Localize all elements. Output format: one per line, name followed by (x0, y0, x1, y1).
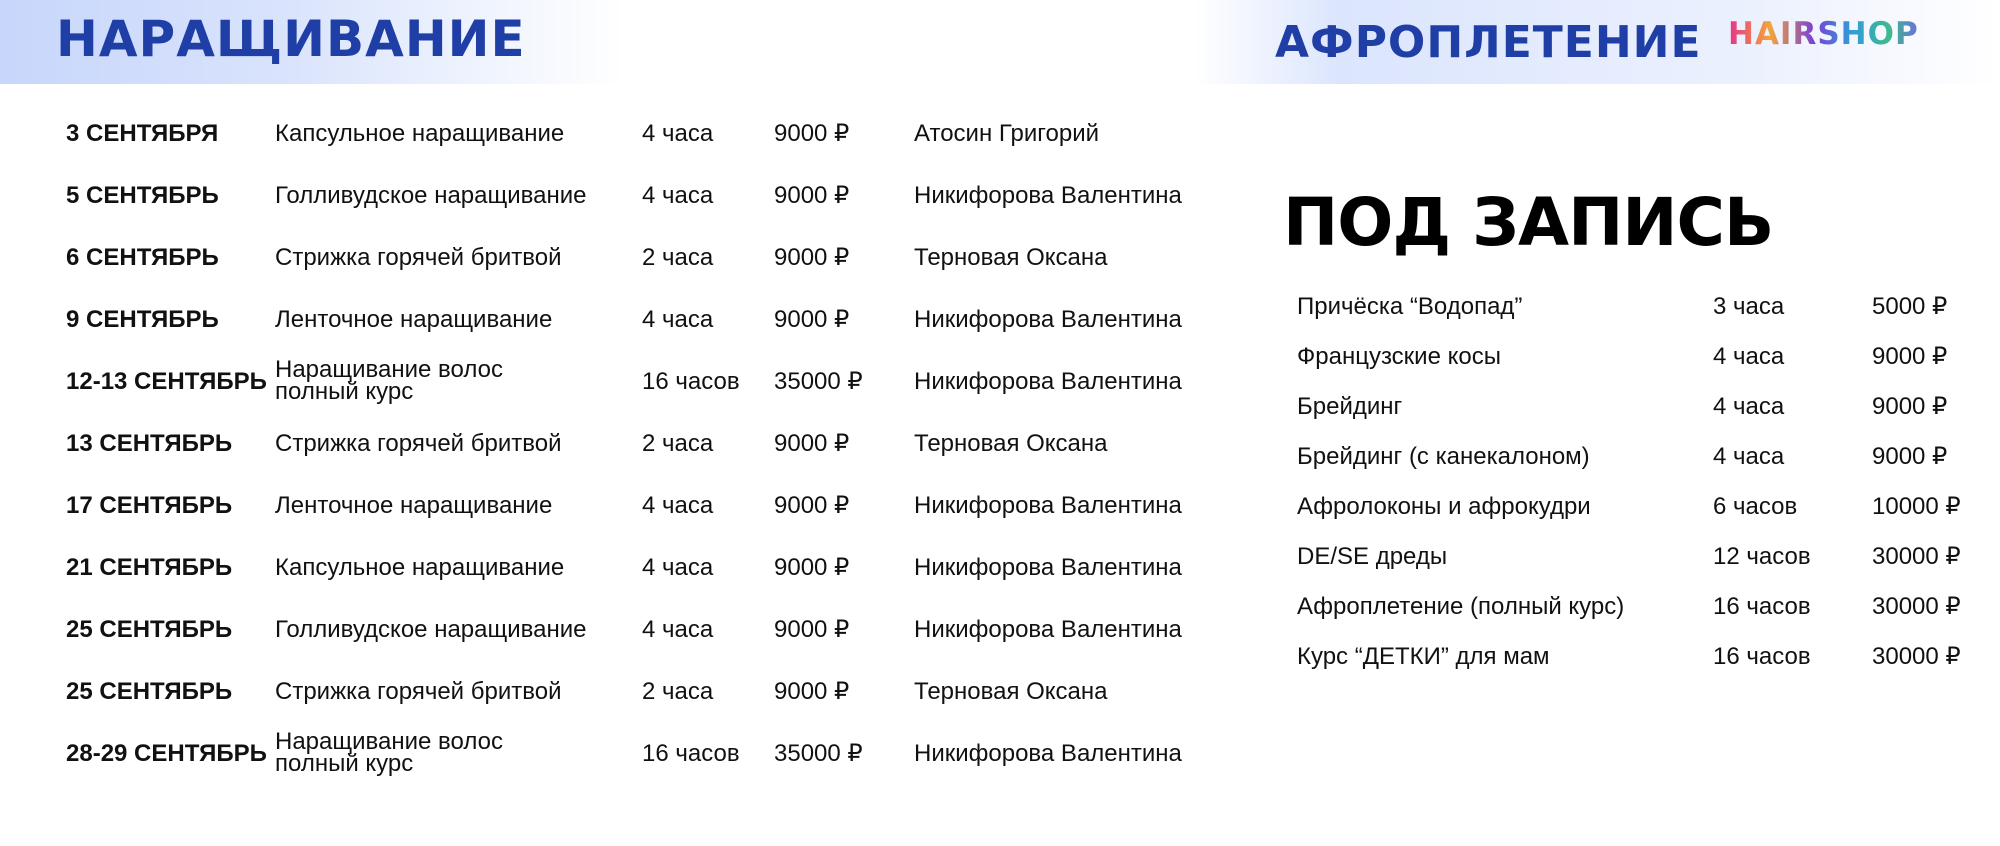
on-request-duration-cell: 4 часа (1713, 393, 1785, 420)
schedule-price-cell: 9000 ₽ (774, 182, 850, 209)
schedule-duration-cell: 4 часа (642, 616, 714, 643)
schedule-date-cell: 6 СЕНТЯБРЬ (66, 244, 219, 271)
schedule-teacher-cell: Никифорова Валентина (914, 740, 1182, 767)
schedule-price-cell: 35000 ₽ (774, 368, 863, 395)
schedule-duration-cell: 4 часа (642, 182, 714, 209)
schedule-teacher-cell: Атосин Григорий (914, 120, 1100, 147)
schedule-date-cell: 25 СЕНТЯБРЬ (66, 616, 233, 643)
on-request-price-cell: 30000 ₽ (1872, 643, 1961, 670)
on-request-name-cell: Афроплетение (полный курс) (1297, 593, 1625, 620)
schedule-price-cell: 9000 ₽ (774, 120, 850, 147)
on-request-duration-cell: 16 часов (1713, 643, 1811, 670)
on-request-duration-cell: 3 часа (1713, 293, 1785, 320)
schedule-teacher-cell: Терновая Оксана (914, 678, 1108, 705)
schedule-course-cell: Стрижка горячей бритвой (275, 244, 562, 271)
schedule-course-cell: Голливудское наращивание (275, 616, 587, 643)
hairshop-logo: HAIRSHOP (1728, 16, 1919, 52)
schedule-duration-cell: 2 часа (642, 678, 714, 705)
schedule-teacher-cell: Никифорова Валентина (914, 554, 1182, 581)
section-title-extensions: НАРАЩИВАНИЕ (56, 10, 526, 68)
on-request-price-cell: 9000 ₽ (1872, 393, 1948, 420)
on-request-price-cell: 5000 ₽ (1872, 293, 1948, 320)
schedule-price-cell: 9000 ₽ (774, 244, 850, 271)
schedule-teacher-cell: Терновая Оксана (914, 430, 1108, 457)
schedule-course-cell: Ленточное наращивание (275, 306, 553, 333)
schedule-course-cell: Капсульное наращивание (275, 554, 565, 581)
on-request-price-cell: 9000 ₽ (1872, 443, 1948, 470)
on-request-price-cell: 9000 ₽ (1872, 343, 1948, 370)
on-request-name-cell: DE/SE дреды (1297, 543, 1448, 570)
on-request-duration-cell: 4 часа (1713, 443, 1785, 470)
schedule-duration-cell: 16 часов (642, 740, 740, 767)
on-request-name-cell: Брейдинг (1297, 393, 1403, 420)
schedule-price-cell: 35000 ₽ (774, 740, 863, 767)
on-request-price-cell: 10000 ₽ (1872, 493, 1961, 520)
schedule-teacher-cell: Никифорова Валентина (914, 492, 1182, 519)
on-request-title: ПОД ЗАПИСЬ (1283, 184, 1774, 261)
on-request-price-cell: 30000 ₽ (1872, 543, 1961, 570)
schedule-teacher-cell: Никифорова Валентина (914, 182, 1182, 209)
schedule-date-cell: 25 СЕНТЯБРЬ (66, 678, 233, 705)
schedule-teacher-cell: Никифорова Валентина (914, 616, 1182, 643)
schedule-date-cell: 9 СЕНТЯБРЬ (66, 306, 219, 333)
schedule-date-cell: 21 СЕНТЯБРЬ (66, 554, 233, 581)
on-request-price-cell: 30000 ₽ (1872, 593, 1961, 620)
on-request-name-cell: Брейдинг (с канекалоном) (1297, 443, 1590, 470)
schedule-course-cell: Стрижка горячей бритвой (275, 430, 562, 457)
schedule-price-cell: 9000 ₽ (774, 492, 850, 519)
on-request-name-cell: Французские косы (1297, 343, 1501, 370)
schedule-duration-cell: 2 часа (642, 430, 714, 457)
schedule-course-cell: Ленточное наращивание (275, 492, 553, 519)
schedule-price-cell: 9000 ₽ (774, 430, 850, 457)
schedule-teacher-cell: Терновая Оксана (914, 244, 1108, 271)
schedule-course-cell: Наращивание волос полный курс (275, 356, 503, 405)
schedule-duration-cell: 4 часа (642, 306, 714, 333)
schedule-duration-cell: 4 часа (642, 554, 714, 581)
schedule-price-cell: 9000 ₽ (774, 678, 850, 705)
schedule-price-cell: 9000 ₽ (774, 554, 850, 581)
schedule-duration-cell: 2 часа (642, 244, 714, 271)
schedule-course-cell: Наращивание волос полный курс (275, 728, 503, 777)
schedule-date-cell: 28-29 СЕНТЯБРЬ (66, 740, 267, 767)
schedule-course-cell: Стрижка горячей бритвой (275, 678, 562, 705)
on-request-duration-cell: 16 часов (1713, 593, 1811, 620)
schedule-teacher-cell: Никифорова Валентина (914, 306, 1182, 333)
on-request-name-cell: Причёска “Водопад” (1297, 293, 1523, 320)
schedule-duration-cell: 4 часа (642, 120, 714, 147)
schedule-date-cell: 5 СЕНТЯБРЬ (66, 182, 219, 209)
on-request-duration-cell: 4 часа (1713, 343, 1785, 370)
schedule-date-cell: 12-13 СЕНТЯБРЬ (66, 368, 267, 395)
schedule-date-cell: 17 СЕНТЯБРЬ (66, 492, 233, 519)
on-request-duration-cell: 12 часов (1713, 543, 1811, 570)
schedule-course-cell: Капсульное наращивание (275, 120, 565, 147)
schedule-price-cell: 9000 ₽ (774, 616, 850, 643)
on-request-name-cell: Афролоконы и афрокудри (1297, 493, 1591, 520)
on-request-duration-cell: 6 часов (1713, 493, 1798, 520)
on-request-name-cell: Курс “ДЕТКИ” для мам (1297, 643, 1550, 670)
schedule-duration-cell: 4 часа (642, 492, 714, 519)
schedule-duration-cell: 16 часов (642, 368, 740, 395)
schedule-price-cell: 9000 ₽ (774, 306, 850, 333)
schedule-teacher-cell: Никифорова Валентина (914, 368, 1182, 395)
schedule-date-cell: 3 СЕНТЯБРЯ (66, 120, 219, 147)
section-title-afro-braiding: АФРОПЛЕТЕНИЕ (1275, 17, 1702, 68)
schedule-course-cell: Голливудское наращивание (275, 182, 587, 209)
schedule-date-cell: 13 СЕНТЯБРЬ (66, 430, 233, 457)
